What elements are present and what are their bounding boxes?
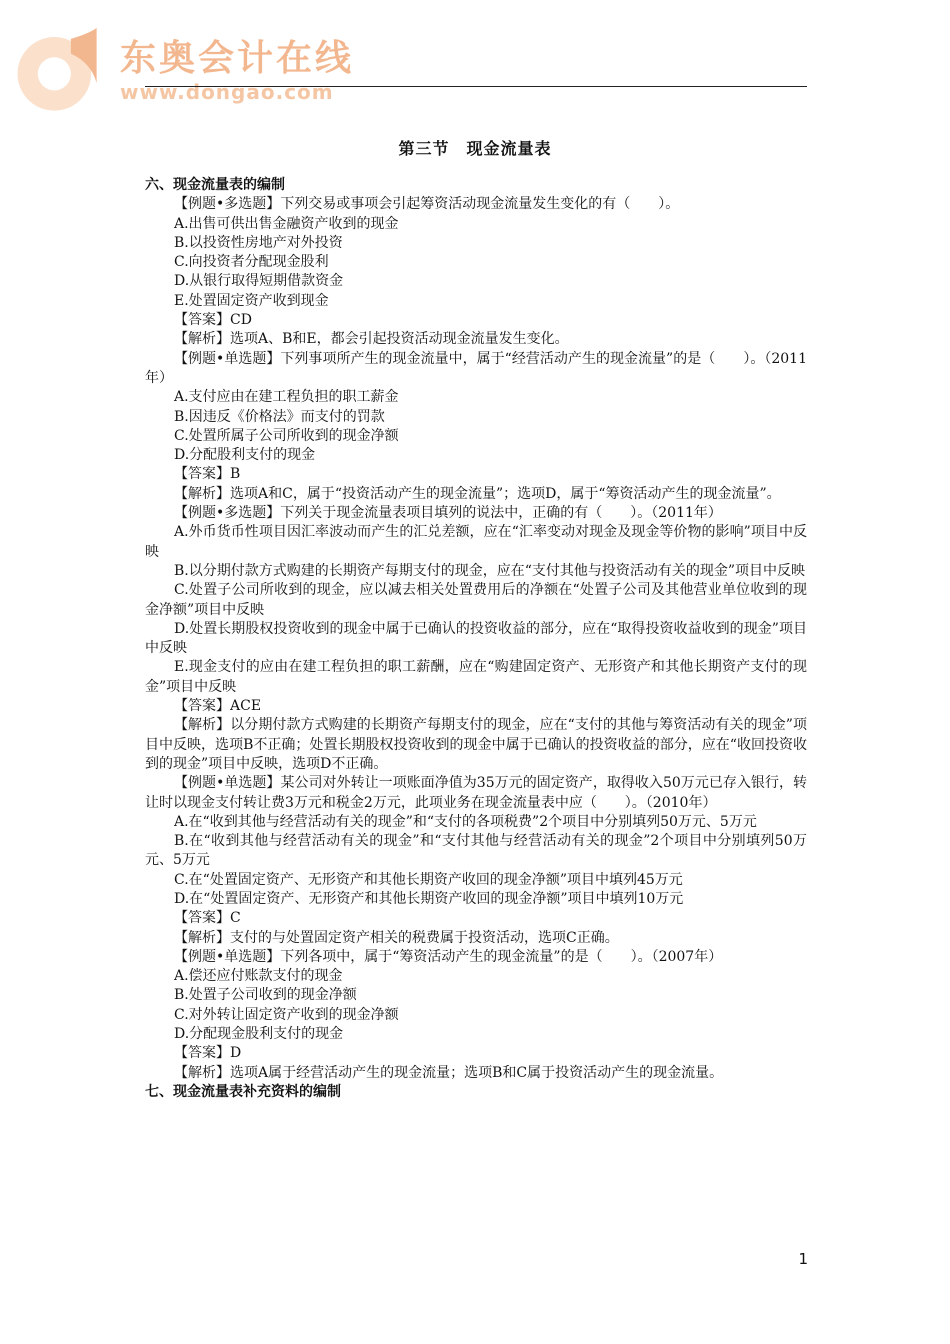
- text-line: E.处置固定资产收到现金: [174, 292, 329, 309]
- logo-name: 东奥会计在线: [120, 38, 355, 79]
- section-heading: 六、现金流量表的编制: [145, 177, 285, 193]
- text-line: 【解析】选项A和C，属于“投资活动产生的现金流量”；选项D，属于“筹资活动产生的现金流量”。: [174, 485, 781, 502]
- text-line: A.偿还应付账款支付的现金: [174, 968, 343, 985]
- text-line: 【例题•单选题】某公司对外转让一项账面净值为35万元的固定资产，取得收入50万元已存入银行，转让时以现金支付转让费3万元和税金2万元，此项业务在现金流量表中应（ ）。（2010年）: [145, 775, 807, 811]
- header-rule: [145, 86, 807, 87]
- text-line: 【解析】支付的与处置固定资产相关的税费属于投资活动，选项C正确。: [174, 929, 619, 946]
- text-line: C.处置子公司所收到的现金，应以减去相关处置费用后的净额在“处置子公司及其他营业单位收到的现金净额”项目中反映: [145, 582, 807, 618]
- text-line: E.现金支付的应由在建工程负担的职工薪酬，应在“购建固定资产、无形资产和其他长期资产支付的现金”项目中反映: [145, 659, 807, 695]
- text-line: 【答案】B: [174, 466, 241, 483]
- text-line: B.处置子公司收到的现金净额: [174, 987, 357, 1004]
- text-line: D.处置长期股权投资收到的现金中属于已确认的投资收益的部分，应在“取得投资收益收到的现金”项目中反映: [145, 620, 807, 657]
- text-line: 【解析】选项A、B和E，都会引起投资活动现金流量发生变化。: [174, 331, 569, 348]
- text-line: A.出售可供出售金融资产收到的现金: [174, 215, 399, 232]
- text-line: C.向投资者分配现金股利: [174, 254, 329, 271]
- text-line: 【答案】D: [174, 1045, 242, 1062]
- text-line: 【解析】选项A属于经营活动产生的现金流量；选项B和C属于投资活动产生的现金流量。: [174, 1064, 724, 1081]
- text-line: C.处置所属子公司所收到的现金净额: [174, 427, 399, 444]
- text-line: D.在“处置固定资产、无形资产和其他长期资产收回的现金净额”项目中填列10万元: [174, 890, 684, 907]
- page-title: 第三节 现金流量表: [398, 139, 552, 158]
- section-heading: 七、现金流量表补充资料的编制: [145, 1083, 341, 1100]
- document-body: [145, 176, 807, 1102]
- page-number: 1: [798, 1250, 808, 1268]
- text-line: A.外币货币性项目因汇率波动而产生的汇兑差额，应在“汇率变动对现金及现金等价物的影响”项目中反映: [145, 524, 807, 560]
- text-line: 【答案】ACE: [174, 698, 262, 715]
- text-line: 【例题•单选题】下列各项中，属于“筹资活动产生的现金流量”的是（ ）。（2007年）: [174, 948, 723, 965]
- logo: [8, 22, 355, 122]
- logo-mark-icon: [12, 26, 104, 118]
- text-line: C.在“处置固定资产、无形资产和其他长期资产收回的现金净额”项目中填列45万元: [174, 871, 683, 888]
- text-line: 【例题•多选题】下列交易或事项会引起筹资活动现金流量发生变化的有（ ）。: [174, 196, 680, 213]
- text-line: B.以投资性房地产对外投资: [174, 234, 343, 251]
- text-line: 【答案】C: [174, 910, 241, 927]
- text-line: 【例题•单选题】下列事项所产生的现金流量中，属于“经营活动产生的现金流量”的是（ ）。（2011年）: [145, 350, 807, 386]
- text-line: 【例题•多选题】下列关于现金流量表项目填列的说法中，正确的有（ ）。（2011年）: [174, 505, 722, 522]
- text-line: B.以分期付款方式购建的长期资产每期支付的现金，应在“支付其他与投资活动有关的现金”项目中反映: [174, 562, 806, 579]
- text-line: D.分配现金股利支付的现金: [174, 1026, 344, 1043]
- text-line: D.分配股利支付的现金: [174, 447, 316, 464]
- text-line: C.对外转让固定资产收到的现金净额: [174, 1006, 399, 1023]
- text-line: 【答案】CD: [174, 312, 252, 329]
- text-line: A.在“收到其他与经营活动有关的现金”和“支付的各项税费”2个项目中分别填列50万元、5万元: [174, 813, 757, 830]
- text-line: B.在“收到其他与经营活动有关的现金”和“支付其他与经营活动有关的现金”2个项目中分别填列50万元、5万元: [145, 833, 807, 869]
- text-line: B.因违反《价格法》而支付的罚款: [174, 408, 385, 425]
- text-line: A.支付应由在建工程负担的职工薪金: [174, 389, 399, 406]
- text-line: 【解析】以分期付款方式购建的长期资产每期支付的现金，应在“支付的其他与筹资活动有关的现金”项目中反映，选项B不正确；处置长期股权投资收到的现金中属于已确认的投资收益的部分，应在“收回投资收到的现金”项目中反映，选项D不正确。: [145, 717, 807, 772]
- logo-url: www.dongao.com: [120, 80, 334, 104]
- text-line: D.从银行取得短期借款资金: [174, 273, 344, 290]
